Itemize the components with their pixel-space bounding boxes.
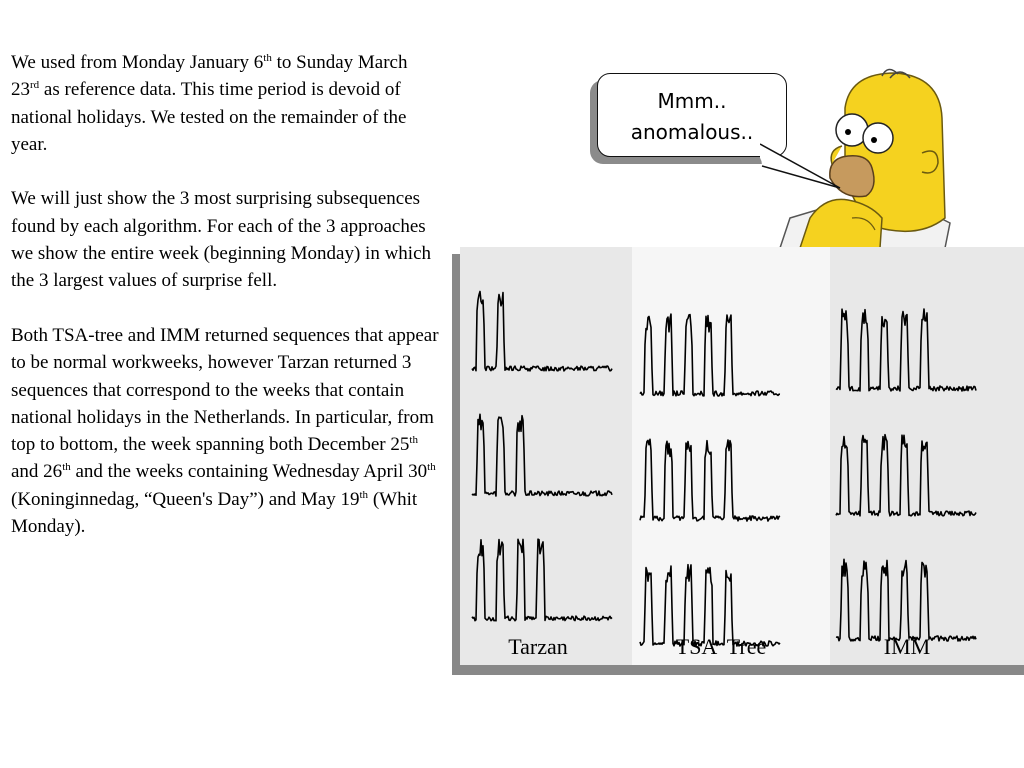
text-segment: to Sunday March 23	[11, 52, 408, 101]
imm-plots	[830, 247, 1024, 665]
tsa-tree-plots	[632, 247, 830, 665]
text-segment: We used from Monday January 6	[11, 52, 264, 73]
superscript: rd	[30, 79, 40, 92]
text-segment: and 26	[11, 461, 63, 483]
text-segment: and the weeks containing Wednesday April 30	[70, 461, 428, 483]
tsa-tree-column	[632, 247, 830, 665]
superscript: th	[62, 461, 71, 474]
week-trace-1	[472, 292, 612, 371]
text-segment: as reference data. This time period is devoid of national holidays. We tested on the remainder of the year.	[11, 79, 407, 155]
text-segment: (Koninginnedag, “Queen's Day”) and May 19	[11, 488, 360, 510]
week-trace-1	[836, 309, 976, 391]
superscript: th	[409, 434, 418, 447]
text-segment: (Whit Monday).	[11, 488, 418, 538]
text-segment: Both TSA-tree and IMM returned sequences that appear to be normal workweeks, however Tarzan returned 3 sequences that correspond to the weeks that contain national holidays in the Netherlands. In particular, from top to bottom, the week spanning both December 25	[11, 324, 439, 456]
tsa-tree-label: TSA Tree	[675, 634, 767, 659]
week-trace-3	[472, 539, 612, 621]
week-trace-2	[472, 414, 612, 496]
text-segment: We will just show the 3 most surprising subsequences found by each algorithm. For each of the 3 approaches we show the entire week (beginning Monday) in which the 3 largest values of surprise fell.	[11, 188, 432, 292]
week-trace-3	[836, 559, 976, 641]
superscript: th	[359, 488, 369, 501]
superscript: th	[427, 461, 436, 474]
week-trace-2	[836, 435, 976, 516]
imm-label: IMM	[883, 634, 931, 659]
paragraph-1	[11, 49, 439, 158]
paragraph-3	[11, 322, 439, 540]
paragraph-2	[11, 185, 439, 294]
week-trace-2	[640, 439, 780, 521]
imm-column	[830, 247, 1024, 665]
description-text	[11, 49, 439, 540]
speech-bubble-tail	[760, 140, 850, 200]
speech-bubble-line-1: Mmm..	[657, 89, 727, 113]
superscript: th	[263, 52, 272, 64]
tarzan-plots	[460, 247, 632, 665]
tarzan-column	[460, 247, 632, 665]
week-trace-1	[640, 314, 780, 396]
speech-bubble-line-2: anomalous..	[630, 120, 754, 144]
tarzan-label: Tarzan	[508, 634, 568, 659]
speech-bubble	[597, 73, 787, 157]
comparison-figure	[460, 247, 1024, 665]
